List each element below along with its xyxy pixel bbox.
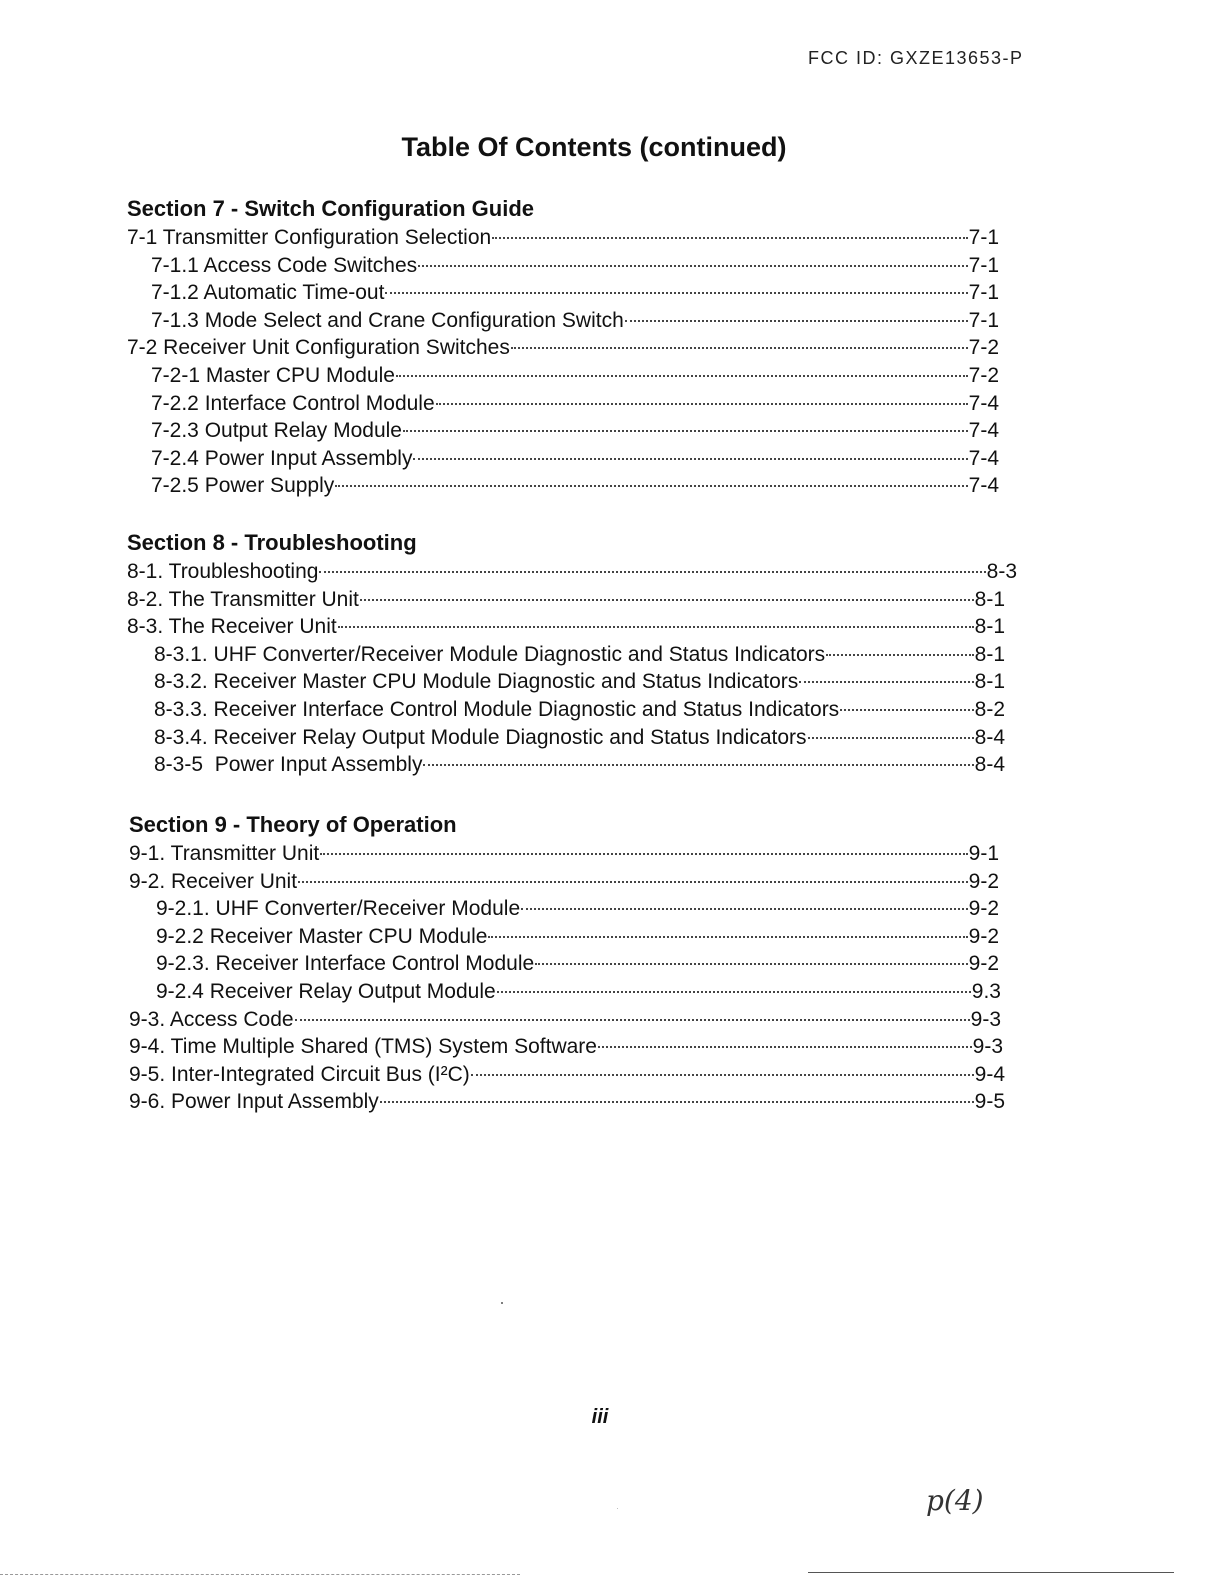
- section-heading: Section 9 - Theory of Operation: [129, 812, 457, 837]
- toc-entry-label: 8-3. The Receiver Unit: [127, 615, 337, 639]
- toc-entry-label: 8-1. Troubleshooting: [127, 560, 319, 583]
- dot-leader: [403, 429, 968, 432]
- toc-entry[interactable]: [129, 840, 999, 868]
- toc-entry-page: 9-4: [974, 1062, 1005, 1086]
- toc-entry-label: 8-3-5 Power Input Assembly: [154, 753, 423, 777]
- toc-entry-label: 8-3.1. UHF Converter/Receiver Module Diagnostic and Status Indicators: [154, 642, 826, 666]
- toc-entry[interactable]: [129, 1088, 1005, 1116]
- dot-leader: [320, 852, 967, 855]
- toc-entry[interactable]: [129, 1006, 1001, 1034]
- toc-entry-page: 9-2: [968, 897, 999, 921]
- toc-entry-label: 8-3.3. Receiver Interface Control Module Diagnostic and Status Indicators: [154, 697, 840, 721]
- scan-speck: [501, 1302, 503, 1304]
- toc-entry-label: 9-6. Power Input Assembly: [129, 1090, 379, 1114]
- toc-entry[interactable]: [129, 1033, 1003, 1061]
- toc-entry-page: 7-1: [968, 281, 999, 305]
- toc-entry[interactable]: [127, 696, 1005, 724]
- toc-entry[interactable]: [127, 558, 1017, 586]
- page-title: Table Of Contents (continued): [401, 132, 787, 162]
- dot-leader: [319, 570, 985, 573]
- dot-leader: [521, 907, 968, 910]
- toc-entry-page: 7-4: [968, 446, 999, 470]
- toc-entry[interactable]: [127, 445, 999, 473]
- toc-entry-label: 7-1.1 Access Code Switches: [151, 253, 418, 277]
- dot-leader: [535, 962, 967, 965]
- toc-entry-label: 9-2.2 Receiver Master CPU Module: [156, 924, 488, 948]
- toc-entry[interactable]: [127, 724, 1005, 752]
- toc-entry-label: 9-2.3. Receiver Interface Control Module: [156, 952, 535, 976]
- toc-entry[interactable]: [127, 668, 1005, 696]
- toc-entry-label: 7-2.4 Power Input Assembly: [151, 446, 413, 470]
- toc-entry-label: 7-1.2 Automatic Time-out: [151, 281, 385, 305]
- toc-entry[interactable]: [129, 950, 999, 978]
- toc-entry-label: 9-4. Time Multiple Shared (TMS) System Software: [129, 1035, 597, 1059]
- toc-entry-label: 8-2. The Transmitter Unit: [127, 587, 359, 611]
- toc-entry-page: 8-1: [974, 615, 1005, 639]
- dot-leader: [418, 264, 968, 267]
- section-heading: Section 7 - Switch Configuration Guide: [127, 196, 535, 221]
- toc-entry-page: 8-4: [974, 725, 1005, 749]
- toc-entry[interactable]: [127, 224, 999, 252]
- toc-entry-label: 9-2.4 Receiver Relay Output Module: [156, 979, 496, 1003]
- dot-leader: [826, 653, 974, 656]
- toc-entry[interactable]: [127, 472, 999, 500]
- toc-entry-label: 9-1. Transmitter Unit: [129, 842, 320, 865]
- toc-entry-page: 9-5: [974, 1090, 1005, 1114]
- scan-artifact-line: [0, 1574, 520, 1576]
- toc-entry[interactable]: [129, 923, 999, 951]
- dot-leader: [385, 291, 967, 294]
- toc-entry-page: 7-1: [968, 308, 999, 332]
- dot-leader: [436, 402, 968, 405]
- toc-entry[interactable]: [127, 390, 999, 418]
- dot-leader: [471, 1073, 974, 1076]
- dot-leader: [497, 990, 971, 993]
- toc-entry[interactable]: [127, 613, 1005, 641]
- toc-entry-page: 9-2: [968, 869, 999, 893]
- dot-leader: [808, 736, 974, 739]
- toc-entry[interactable]: [127, 417, 999, 445]
- dot-leader: [423, 763, 973, 766]
- dot-leader: [799, 680, 973, 683]
- page-number: iii: [591, 1406, 609, 1428]
- toc-section-9: [129, 810, 1013, 1116]
- toc-entry-label: 9-5. Inter-Integrated Circuit Bus (I²C): [129, 1062, 470, 1086]
- toc-entry-page: 9-3: [972, 1035, 1003, 1059]
- dot-leader: [335, 484, 967, 487]
- fcc-id-header: FCC ID: GXZE13653-P: [808, 48, 1024, 68]
- toc-entry[interactable]: [127, 334, 999, 362]
- toc-entry-page: 7-2: [968, 336, 999, 360]
- dot-leader: [488, 935, 967, 938]
- toc-entry-page: 9.3: [971, 979, 1001, 1003]
- toc-entry-page: 8-1: [974, 587, 1005, 611]
- toc-entry-page: 7-4: [968, 474, 999, 498]
- toc-entry-label: 7-2.3 Output Relay Module: [151, 419, 402, 443]
- toc-entry-page: 9-1: [968, 842, 999, 865]
- toc-entry[interactable]: [127, 279, 999, 307]
- toc-entry-label: 8-3.2. Receiver Master CPU Module Diagnostic and Status Indicators: [154, 670, 799, 694]
- toc-entry-page: 8-4: [974, 753, 1005, 777]
- toc-entry[interactable]: [129, 978, 1001, 1006]
- dot-leader: [298, 880, 968, 883]
- toc-entry[interactable]: [127, 252, 999, 280]
- toc-entry[interactable]: [127, 751, 1005, 779]
- toc-entry-page: 7-4: [968, 419, 999, 443]
- toc-entry-label: 7-2 Receiver Unit Configuration Switches: [127, 336, 510, 360]
- dot-leader: [413, 457, 967, 460]
- dot-leader: [396, 374, 968, 377]
- toc-entry-label: 7-2-1 Master CPU Module: [151, 363, 395, 387]
- scan-speck: [617, 1508, 618, 1509]
- toc-entry-label: 7-2.5 Power Supply: [151, 474, 335, 498]
- toc-entry[interactable]: [127, 362, 999, 390]
- toc-entry-page: 8-3: [986, 560, 1017, 583]
- toc-entry[interactable]: [129, 868, 999, 896]
- dot-leader: [625, 319, 968, 322]
- dot-leader: [360, 598, 974, 601]
- toc-entry[interactable]: [127, 641, 1005, 669]
- toc-entry[interactable]: [127, 586, 1005, 614]
- toc-entry-page: 7-1: [968, 253, 999, 277]
- toc-entry[interactable]: [129, 1061, 1005, 1089]
- toc-entry-label: 9-2. Receiver Unit: [129, 869, 298, 893]
- toc-entry-page: 9-3: [970, 1007, 1001, 1031]
- toc-entry-page: 8-1: [974, 670, 1005, 694]
- toc-entry-page: 7-4: [968, 391, 999, 415]
- section-heading: Section 8 - Troubleshooting: [127, 530, 417, 555]
- toc-entry-page: 9-2: [968, 952, 999, 976]
- toc-entry-label: 9-3. Access Code: [129, 1007, 294, 1031]
- toc-entry-page: 7-1: [968, 226, 999, 249]
- dot-leader: [380, 1100, 974, 1103]
- toc-entry-label: 8-3.4. Receiver Relay Output Module Diagnostic and Status Indicators: [154, 725, 807, 749]
- scan-artifact-line: [808, 1572, 1174, 1574]
- dot-leader: [492, 236, 967, 239]
- dot-leader: [511, 346, 968, 349]
- toc-entry-page: 8-2: [974, 697, 1005, 721]
- dot-leader: [840, 708, 973, 711]
- toc-entry-page: 9-2: [968, 924, 999, 948]
- toc-entry-label: 9-2.1. UHF Converter/Receiver Module: [156, 897, 521, 921]
- toc-section-8: [127, 528, 1017, 779]
- toc-entry[interactable]: [129, 895, 999, 923]
- toc-entry-label: 7-1 Transmitter Configuration Selection: [127, 226, 492, 249]
- dot-leader: [295, 1018, 970, 1021]
- toc-entry-label: 7-1.3 Mode Select and Crane Configuration Switch: [151, 308, 624, 332]
- dot-leader: [598, 1045, 972, 1048]
- toc-entry-page: 8-1: [974, 642, 1005, 666]
- handwritten-page-note: p(4): [926, 1484, 984, 1517]
- dot-leader: [338, 625, 974, 628]
- toc-section-7: [127, 194, 999, 500]
- toc-entry-label: 7-2.2 Interface Control Module: [151, 391, 435, 415]
- toc-entry[interactable]: [127, 307, 999, 335]
- toc-entry-page: 7-2: [968, 363, 999, 387]
